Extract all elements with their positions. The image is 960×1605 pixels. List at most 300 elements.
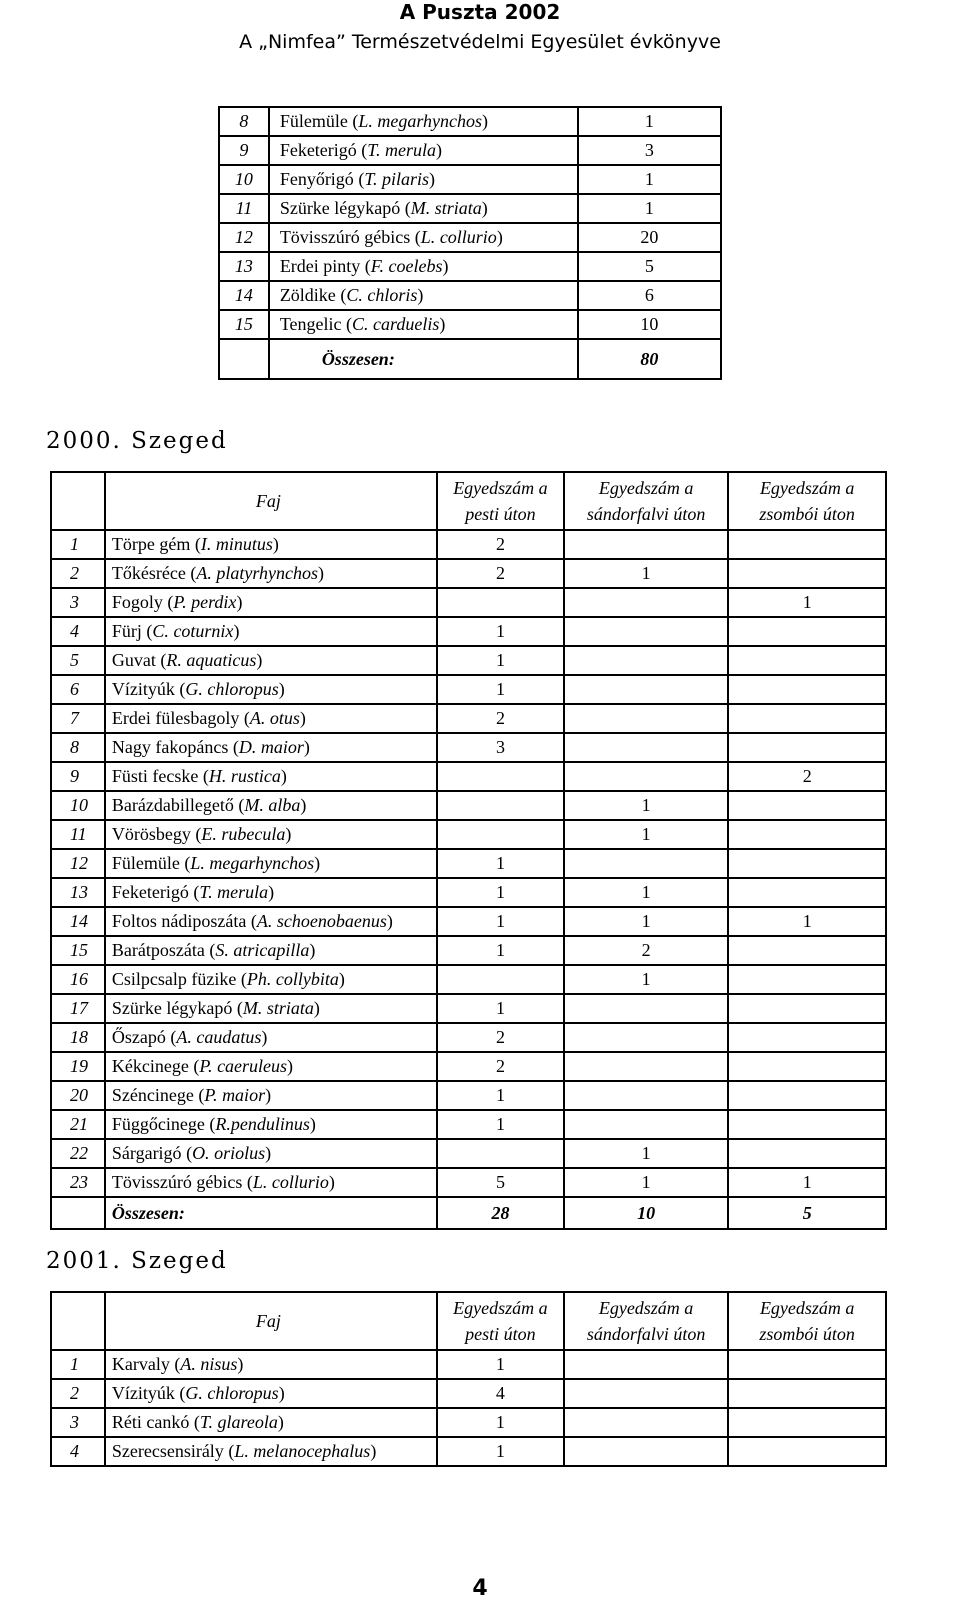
species-common-name: Szerecsensirály	[111, 1441, 224, 1461]
species-common-name: Függőcinege	[111, 1114, 205, 1134]
count-pesti	[437, 588, 564, 617]
count-sandorfalvi	[564, 1379, 729, 1408]
yearbook-subtitle: A „Nimfea” Természetvédelmi Egyesület évkönyve	[239, 31, 721, 53]
species-common-name: Tengelic	[279, 314, 342, 334]
table-row	[219, 136, 721, 165]
species-table-2000	[50, 471, 887, 1230]
species-cell: Nagy fakopáncs (D. maior)	[105, 733, 437, 762]
row-number: 13	[219, 252, 269, 281]
empty-cell	[51, 1197, 105, 1229]
count-sandorfalvi	[564, 1052, 729, 1081]
species-common-name: Törpe gém	[111, 534, 191, 554]
species-genus: C.	[352, 314, 369, 334]
row-number: 1	[51, 530, 105, 559]
row-number: 13	[51, 878, 105, 907]
header-col1-line2: pesti úton	[465, 504, 536, 524]
species-cell: Karvaly (A. nisus)	[105, 1350, 437, 1379]
count-zsomboi	[728, 791, 886, 820]
species-genus: F.	[370, 256, 384, 276]
species-epithet: caeruleus	[217, 1056, 288, 1076]
species-common-name: Szürke légykapó	[279, 198, 401, 218]
header-col2-line1: Egyedszám a	[598, 1298, 694, 1318]
row-number: 14	[219, 281, 269, 310]
species-epithet: oriolus	[214, 1143, 266, 1163]
table-row	[219, 281, 721, 310]
species-common-name: Vörösbegy	[111, 824, 191, 844]
species-cell: Vörösbegy (E. rubecula)	[105, 820, 437, 849]
row-number: 3	[51, 1408, 105, 1437]
species-cell: Fülemüle (L. megarhynchos)	[269, 107, 578, 136]
count-zsomboi	[728, 965, 886, 994]
species-cell: Csilpcsalp füzike (Ph. collybita)	[105, 965, 437, 994]
species-genus: L.	[252, 1172, 268, 1192]
count-zsomboi	[728, 559, 886, 588]
species-cell: Tövisszúró gébics (L. collurio)	[269, 223, 578, 252]
table-row	[51, 646, 886, 675]
species-common-name: Réti cankó	[111, 1412, 190, 1432]
section-title-2000: 2000. Szeged	[46, 428, 228, 454]
species-epithet: otus	[269, 708, 300, 728]
count-zsomboi	[728, 936, 886, 965]
species-cell: Kékcinege (P. caeruleus)	[105, 1052, 437, 1081]
species-genus: M.	[410, 198, 431, 218]
header-col2	[564, 472, 729, 530]
species-common-name: Tövisszúró gébics	[279, 227, 411, 247]
row-number: 1	[51, 1350, 105, 1379]
species-cell: Feketerigó (T. merula)	[105, 878, 437, 907]
header-col1-line1: Egyedszám a	[453, 478, 548, 498]
row-number: 4	[51, 1437, 105, 1466]
species-common-name: Széncinege	[111, 1085, 194, 1105]
species-cell: Szürke légykapó (M. striata)	[269, 194, 578, 223]
species-cell: Vízityúk (G. chloropus)	[105, 675, 437, 704]
species-epithet: striata	[434, 198, 482, 218]
species-genus: T.	[199, 882, 213, 902]
species-epithet: chloris	[367, 285, 418, 305]
count-pesti	[437, 1139, 564, 1168]
table-row	[51, 617, 886, 646]
species-cell: Füsti fecske (H. rustica)	[105, 762, 437, 791]
species-common-name: Őszapó	[111, 1027, 166, 1047]
species-common-name: Foltos nádiposzáta	[111, 911, 247, 931]
species-epithet: collurio	[439, 227, 497, 247]
species-epithet: pendulinus	[230, 1114, 310, 1134]
total-row	[51, 1197, 886, 1229]
count-sandorfalvi	[564, 646, 729, 675]
count-sandorfalvi	[564, 1023, 729, 1052]
species-epithet: pilaris	[382, 169, 430, 189]
count-zsomboi	[728, 617, 886, 646]
species-epithet: minutus	[215, 534, 273, 554]
count-zsomboi	[728, 849, 886, 878]
count-pesti: 1	[437, 646, 564, 675]
row-number: 11	[51, 820, 105, 849]
row-number: 23	[51, 1168, 105, 1197]
table-row	[51, 849, 886, 878]
species-epithet: aquaticus	[186, 650, 257, 670]
species-common-name: Fülemüle	[111, 853, 180, 873]
count-sandorfalvi	[564, 733, 729, 762]
species-common-name: Nagy fakopáncs	[111, 737, 229, 757]
header-col3	[728, 472, 886, 530]
species-genus: M.	[244, 795, 264, 815]
species-cell: Széncinege (P. maior)	[105, 1081, 437, 1110]
species-genus: T.	[367, 140, 381, 160]
count-sandorfalvi	[564, 675, 729, 704]
table-row	[51, 1379, 886, 1408]
count-sandorfalvi	[564, 530, 729, 559]
species-epithet: coelebs	[388, 256, 443, 276]
count-sandorfalvi: 1	[564, 791, 729, 820]
count-sandorfalvi	[564, 994, 729, 1023]
header-col2-line2: sándorfalvi úton	[586, 1324, 706, 1344]
species-genus: G.	[185, 1383, 203, 1403]
count-sandorfalvi: 1	[564, 1168, 729, 1197]
species-cell: Törpe gém (I. minutus)	[105, 530, 437, 559]
count-pesti: 1	[437, 617, 564, 646]
table-row	[51, 1052, 886, 1081]
species-genus: P.	[173, 592, 187, 612]
species-genus: L.	[190, 853, 205, 873]
table-row	[51, 936, 886, 965]
count-pesti: 1	[437, 936, 564, 965]
table-row	[51, 965, 886, 994]
count-pesti: 1	[437, 1408, 564, 1437]
header-faj: Faj	[105, 1292, 437, 1350]
total-row	[219, 339, 721, 379]
count-zsomboi	[728, 1023, 886, 1052]
species-epithet: atricapilla	[233, 940, 310, 960]
count-sandorfalvi: 1	[564, 965, 729, 994]
count-pesti	[437, 762, 564, 791]
count-pesti: 2	[437, 704, 564, 733]
species-epithet: merula	[384, 140, 436, 160]
species-common-name: Tövisszúró gébics	[111, 1172, 243, 1192]
count-pesti: 1	[437, 1437, 564, 1466]
total-label: Összesen:	[269, 339, 578, 379]
row-number: 6	[51, 675, 105, 704]
row-number: 2	[51, 559, 105, 588]
table-row	[51, 1139, 886, 1168]
species-common-name: Tőkésréce	[111, 563, 186, 583]
species-genus: S.	[215, 940, 229, 960]
page-number: 4	[472, 1576, 488, 1601]
header-faj: Faj	[105, 472, 437, 530]
count-zsomboi	[728, 1110, 886, 1139]
species-cell: Sárgarigó (O. oriolus)	[105, 1139, 437, 1168]
row-number: 21	[51, 1110, 105, 1139]
species-cell: Fogoly (P. perdix)	[105, 588, 437, 617]
count-pesti	[437, 965, 564, 994]
count-sandorfalvi	[564, 849, 729, 878]
count-pesti: 1	[437, 994, 564, 1023]
species-genus: P.	[199, 1056, 213, 1076]
header-col2-line1: Egyedszám a	[598, 478, 694, 498]
species-epithet: maior	[260, 737, 304, 757]
species-epithet: chloropus	[207, 1383, 279, 1403]
species-cell: Erdei fülesbagoly (A. otus)	[105, 704, 437, 733]
table-row	[51, 1437, 886, 1466]
species-epithet: perdix	[191, 592, 237, 612]
species-genus: D.	[238, 737, 257, 757]
species-epithet: striata	[266, 998, 314, 1018]
header-row	[51, 472, 886, 530]
row-number: 15	[51, 936, 105, 965]
species-genus: M.	[242, 998, 263, 1018]
row-number: 11	[219, 194, 269, 223]
table-row	[51, 791, 886, 820]
count-cell: 1	[578, 194, 721, 223]
count-zsomboi	[728, 704, 886, 733]
species-epithet: caudatus	[196, 1027, 262, 1047]
header-col1-line2: pesti úton	[465, 1324, 536, 1344]
species-genus: O.	[192, 1143, 210, 1163]
species-genus: G.	[185, 679, 203, 699]
table-row	[51, 820, 886, 849]
header-col2	[564, 1292, 729, 1350]
count-zsomboi: 1	[728, 588, 886, 617]
total-zsomboi: 5	[728, 1197, 886, 1229]
header-empty-cell	[51, 1292, 105, 1350]
header-col3-line2: zsombói úton	[759, 1324, 855, 1344]
count-sandorfalvi	[564, 704, 729, 733]
yearbook-title: A Puszta 2002	[399, 0, 561, 24]
header-col2-line2: sándorfalvi úton	[586, 504, 706, 524]
total-pesti: 28	[437, 1197, 564, 1229]
count-sandorfalvi: 1	[564, 878, 729, 907]
species-cell: Erdei pinty (F. coelebs)	[269, 252, 578, 281]
species-common-name: Szürke légykapó	[111, 998, 233, 1018]
count-pesti: 1	[437, 849, 564, 878]
header-col1	[437, 472, 564, 530]
species-cell: Fenyőrigó (T. pilaris)	[269, 165, 578, 194]
count-zsomboi	[728, 675, 886, 704]
species-common-name: Csilpcsalp füzike	[111, 969, 237, 989]
species-cell: Réti cankó (T. glareola)	[105, 1408, 437, 1437]
species-epithet: coturnix	[173, 621, 234, 641]
species-genus: Ph.	[246, 969, 272, 989]
row-number: 15	[219, 310, 269, 339]
species-genus: R.	[166, 650, 182, 670]
species-common-name: Kékcinege	[111, 1056, 189, 1076]
table-row	[51, 704, 886, 733]
count-zsomboi	[728, 1139, 886, 1168]
header-col3-line1: Egyedszám a	[759, 478, 855, 498]
count-pesti	[437, 820, 564, 849]
count-pesti: 3	[437, 733, 564, 762]
count-pesti: 2	[437, 559, 564, 588]
row-number: 14	[51, 907, 105, 936]
species-genus: L.	[420, 227, 436, 247]
species-epithet: carduelis	[373, 314, 440, 334]
header-col3-line2: zsombói úton	[759, 504, 855, 524]
count-cell: 6	[578, 281, 721, 310]
table-row	[51, 530, 886, 559]
row-number: 10	[51, 791, 105, 820]
species-genus: E.	[201, 824, 217, 844]
species-epithet: rubecula	[221, 824, 286, 844]
species-epithet: glareola	[217, 1412, 278, 1432]
species-epithet: maior	[222, 1085, 266, 1105]
total-value: 80	[578, 339, 721, 379]
count-sandorfalvi	[564, 1408, 729, 1437]
species-genus: H.	[208, 766, 227, 786]
row-number: 12	[51, 849, 105, 878]
count-sandorfalvi	[564, 1110, 729, 1139]
count-zsomboi	[728, 646, 886, 675]
species-epithet: collurio	[271, 1172, 329, 1192]
species-common-name: Füsti fecske	[111, 766, 199, 786]
species-cell: Fürj (C. coturnix)	[105, 617, 437, 646]
row-number: 9	[51, 762, 105, 791]
empty-cell	[219, 339, 269, 379]
species-common-name: Erdei pinty	[279, 256, 361, 276]
species-common-name: Fogoly	[111, 592, 163, 612]
count-sandorfalvi: 1	[564, 1139, 729, 1168]
species-common-name: Fürj	[111, 621, 142, 641]
species-epithet: megarhynchos	[377, 111, 482, 131]
table-row	[219, 252, 721, 281]
species-cell: Őszapó (A. caudatus)	[105, 1023, 437, 1052]
count-zsomboi	[728, 1437, 886, 1466]
table-row	[51, 878, 886, 907]
table-row	[219, 194, 721, 223]
species-common-name: Feketerigó	[111, 882, 189, 902]
count-cell: 1	[578, 165, 721, 194]
total-sandorfalvi: 10	[564, 1197, 729, 1229]
species-cell: Zöldike (C. chloris)	[269, 281, 578, 310]
species-epithet: collybita	[275, 969, 339, 989]
count-zsomboi	[728, 733, 886, 762]
count-cell: 1	[578, 107, 721, 136]
table-row	[51, 1408, 886, 1437]
species-common-name: Karvaly	[111, 1354, 170, 1374]
row-number: 22	[51, 1139, 105, 1168]
count-pesti: 1	[437, 1350, 564, 1379]
species-common-name: Fülemüle	[279, 111, 348, 131]
row-number: 18	[51, 1023, 105, 1052]
table-row	[219, 107, 721, 136]
count-zsomboi	[728, 1350, 886, 1379]
row-number: 19	[51, 1052, 105, 1081]
row-number: 4	[51, 617, 105, 646]
header-col3	[728, 1292, 886, 1350]
table-row	[219, 165, 721, 194]
species-cell: Barázdabillegető (M. alba)	[105, 791, 437, 820]
count-zsomboi	[728, 530, 886, 559]
table-row	[219, 223, 721, 252]
row-number: 17	[51, 994, 105, 1023]
count-pesti: 1	[437, 675, 564, 704]
row-number: 7	[51, 704, 105, 733]
row-number: 8	[51, 733, 105, 762]
species-genus: A.	[256, 911, 273, 931]
species-genus: A.	[249, 708, 266, 728]
count-cell: 5	[578, 252, 721, 281]
species-genus: A.	[176, 1027, 192, 1047]
species-common-name: Barázdabillegető	[111, 795, 234, 815]
count-zsomboi: 1	[728, 1168, 886, 1197]
species-cell: Guvat (R. aquaticus)	[105, 646, 437, 675]
table-row	[51, 1168, 886, 1197]
count-pesti: 1	[437, 1081, 564, 1110]
count-zsomboi	[728, 1379, 886, 1408]
species-cell: Tövisszúró gébics (L. collurio)	[105, 1168, 437, 1197]
species-genus: C.	[346, 285, 363, 305]
species-cell: Foltos nádiposzáta (A. schoenobaenus)	[105, 907, 437, 936]
species-common-name: Guvat	[111, 650, 156, 670]
species-genus: T.	[364, 169, 378, 189]
table-row	[51, 1350, 886, 1379]
row-number: 20	[51, 1081, 105, 1110]
count-pesti: 1	[437, 907, 564, 936]
species-genus: I.	[200, 534, 212, 554]
species-cell: Feketerigó (T. merula)	[269, 136, 578, 165]
header-empty-cell	[51, 472, 105, 530]
species-cell: Barátposzáta (S. atricapilla)	[105, 936, 437, 965]
species-common-name: Vízityúk	[111, 1383, 175, 1403]
species-common-name: Sárgarigó	[111, 1143, 182, 1163]
count-pesti: 2	[437, 1052, 564, 1081]
row-number: 2	[51, 1379, 105, 1408]
row-number: 8	[219, 107, 269, 136]
species-table-2001	[50, 1291, 887, 1467]
count-sandorfalvi: 2	[564, 936, 729, 965]
species-common-name: Vízityúk	[111, 679, 175, 699]
count-zsomboi: 1	[728, 907, 886, 936]
header-col1	[437, 1292, 564, 1350]
row-number: 16	[51, 965, 105, 994]
table-row	[219, 310, 721, 339]
count-pesti: 2	[437, 1023, 564, 1052]
row-number: 9	[219, 136, 269, 165]
species-genus: R.	[215, 1114, 231, 1134]
species-cell: Függőcinege (R.pendulinus)	[105, 1110, 437, 1139]
table-row	[51, 994, 886, 1023]
header-col3-line1: Egyedszám a	[759, 1298, 855, 1318]
species-epithet: melanocephalus	[253, 1441, 371, 1461]
row-number: 5	[51, 646, 105, 675]
table-row	[51, 907, 886, 936]
row-number: 3	[51, 588, 105, 617]
header-row	[51, 1292, 886, 1350]
total-label: Összesen:	[105, 1197, 437, 1229]
species-epithet: merula	[217, 882, 269, 902]
count-sandorfalvi	[564, 1437, 729, 1466]
species-genus: L.	[358, 111, 373, 131]
table-row	[51, 1110, 886, 1139]
species-genus: T.	[199, 1412, 214, 1432]
count-sandorfalvi	[564, 617, 729, 646]
species-cell: Tengelic (C. carduelis)	[269, 310, 578, 339]
count-sandorfalvi	[564, 762, 729, 791]
count-sandorfalvi: 1	[564, 907, 729, 936]
count-zsomboi	[728, 1081, 886, 1110]
species-epithet: nisus	[200, 1354, 238, 1374]
table-row	[51, 675, 886, 704]
species-common-name: Fenyőrigó	[279, 169, 354, 189]
count-sandorfalvi	[564, 1081, 729, 1110]
species-epithet: schoenobaenus	[276, 911, 387, 931]
count-zsomboi	[728, 1408, 886, 1437]
count-zsomboi	[728, 994, 886, 1023]
species-genus: C.	[152, 621, 169, 641]
count-pesti: 1	[437, 1110, 564, 1139]
species-table-continued	[218, 106, 722, 380]
count-pesti: 5	[437, 1168, 564, 1197]
count-cell: 20	[578, 223, 721, 252]
table-row	[51, 588, 886, 617]
